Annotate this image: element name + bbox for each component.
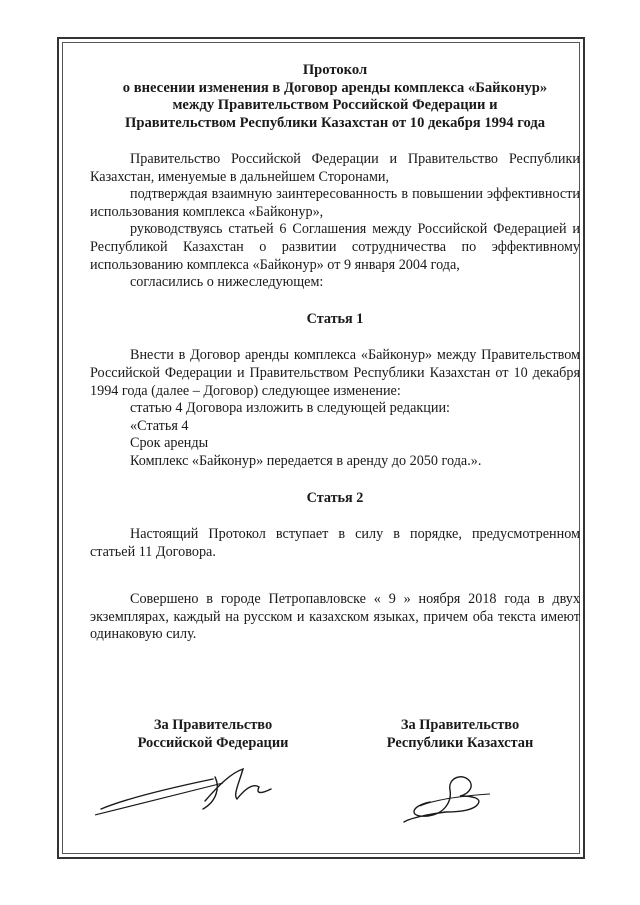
article-1-line-4: Комплекс «Байконур» передается в аренду до 2050 года.». xyxy=(130,452,482,469)
signature-russia-line-1: За Правительство xyxy=(153,717,273,733)
preamble-paragraph-4: согласились о нижеследующем: xyxy=(130,274,324,291)
closing-paragraph: Совершено в городе Петропавловске « 9 » ноября 2018 года в двух экземплярах, каждый на русском и казахском языках, причем оба текста имеют одинаковую силу. xyxy=(90,591,580,643)
preamble-paragraph-3: руководствуясь статьей 6 Соглашения между Российской Федерацией и Республикой Казахстан о развитии сотрудничества по эффективному использованию комплекса «Байконур» от 9 января 2004 года, xyxy=(90,221,580,273)
article-2-paragraph: Настоящий Протокол вступает в силу в порядке, предусмотренном статьей 11 Договора. xyxy=(90,526,580,560)
document-body xyxy=(90,62,580,644)
preamble-paragraph-1: Правительство Российской Федерации и Правительство Республики Казахстан, именуемые в дальнейшем Сторонами, xyxy=(90,151,580,185)
signature-kazakhstan-line-1: За Правительство xyxy=(400,717,520,733)
handwritten-signature-kazakhstan xyxy=(400,772,500,828)
handwritten-signature-russia xyxy=(95,765,285,825)
article-1-heading: Статья 1 xyxy=(306,310,364,327)
signature-block-kazakhstan xyxy=(372,716,548,752)
article-1-line-3: Срок аренды xyxy=(130,435,209,452)
title-line-3: между Правительством Российской Федерации и xyxy=(172,97,498,113)
title-line-2: о внесении изменения в Договор аренды комплекса «Байконур» xyxy=(122,79,548,96)
signature-block-russia xyxy=(128,716,298,752)
article-1-line-1: статью 4 Договора изложить в следующей редакции: xyxy=(130,400,450,417)
preamble-paragraph-2: подтверждая взаимную заинтересованность в повышении эффективности использования комплекса «Байконур», xyxy=(90,186,580,220)
signature-russia-line-2: Российской Федерации xyxy=(137,735,289,751)
article-1-paragraph: Внести в Договор аренды комплекса «Байконур» между Правительством Российской Федерации и Правительством Республики Казахстан от 10 декабря 1994 года (далее – Договор) следующее изменение: xyxy=(90,347,580,399)
title-line-1: Протокол xyxy=(302,62,368,78)
article-1-line-2: «Статья 4 xyxy=(130,417,189,434)
article-2-heading: Статья 2 xyxy=(306,489,364,506)
signature-kazakhstan-line-2: Республики Казахстан xyxy=(386,735,534,751)
document-title xyxy=(90,62,580,132)
title-line-4: Правительством Республики Казахстан от 10 декабря 1994 года xyxy=(124,114,546,131)
